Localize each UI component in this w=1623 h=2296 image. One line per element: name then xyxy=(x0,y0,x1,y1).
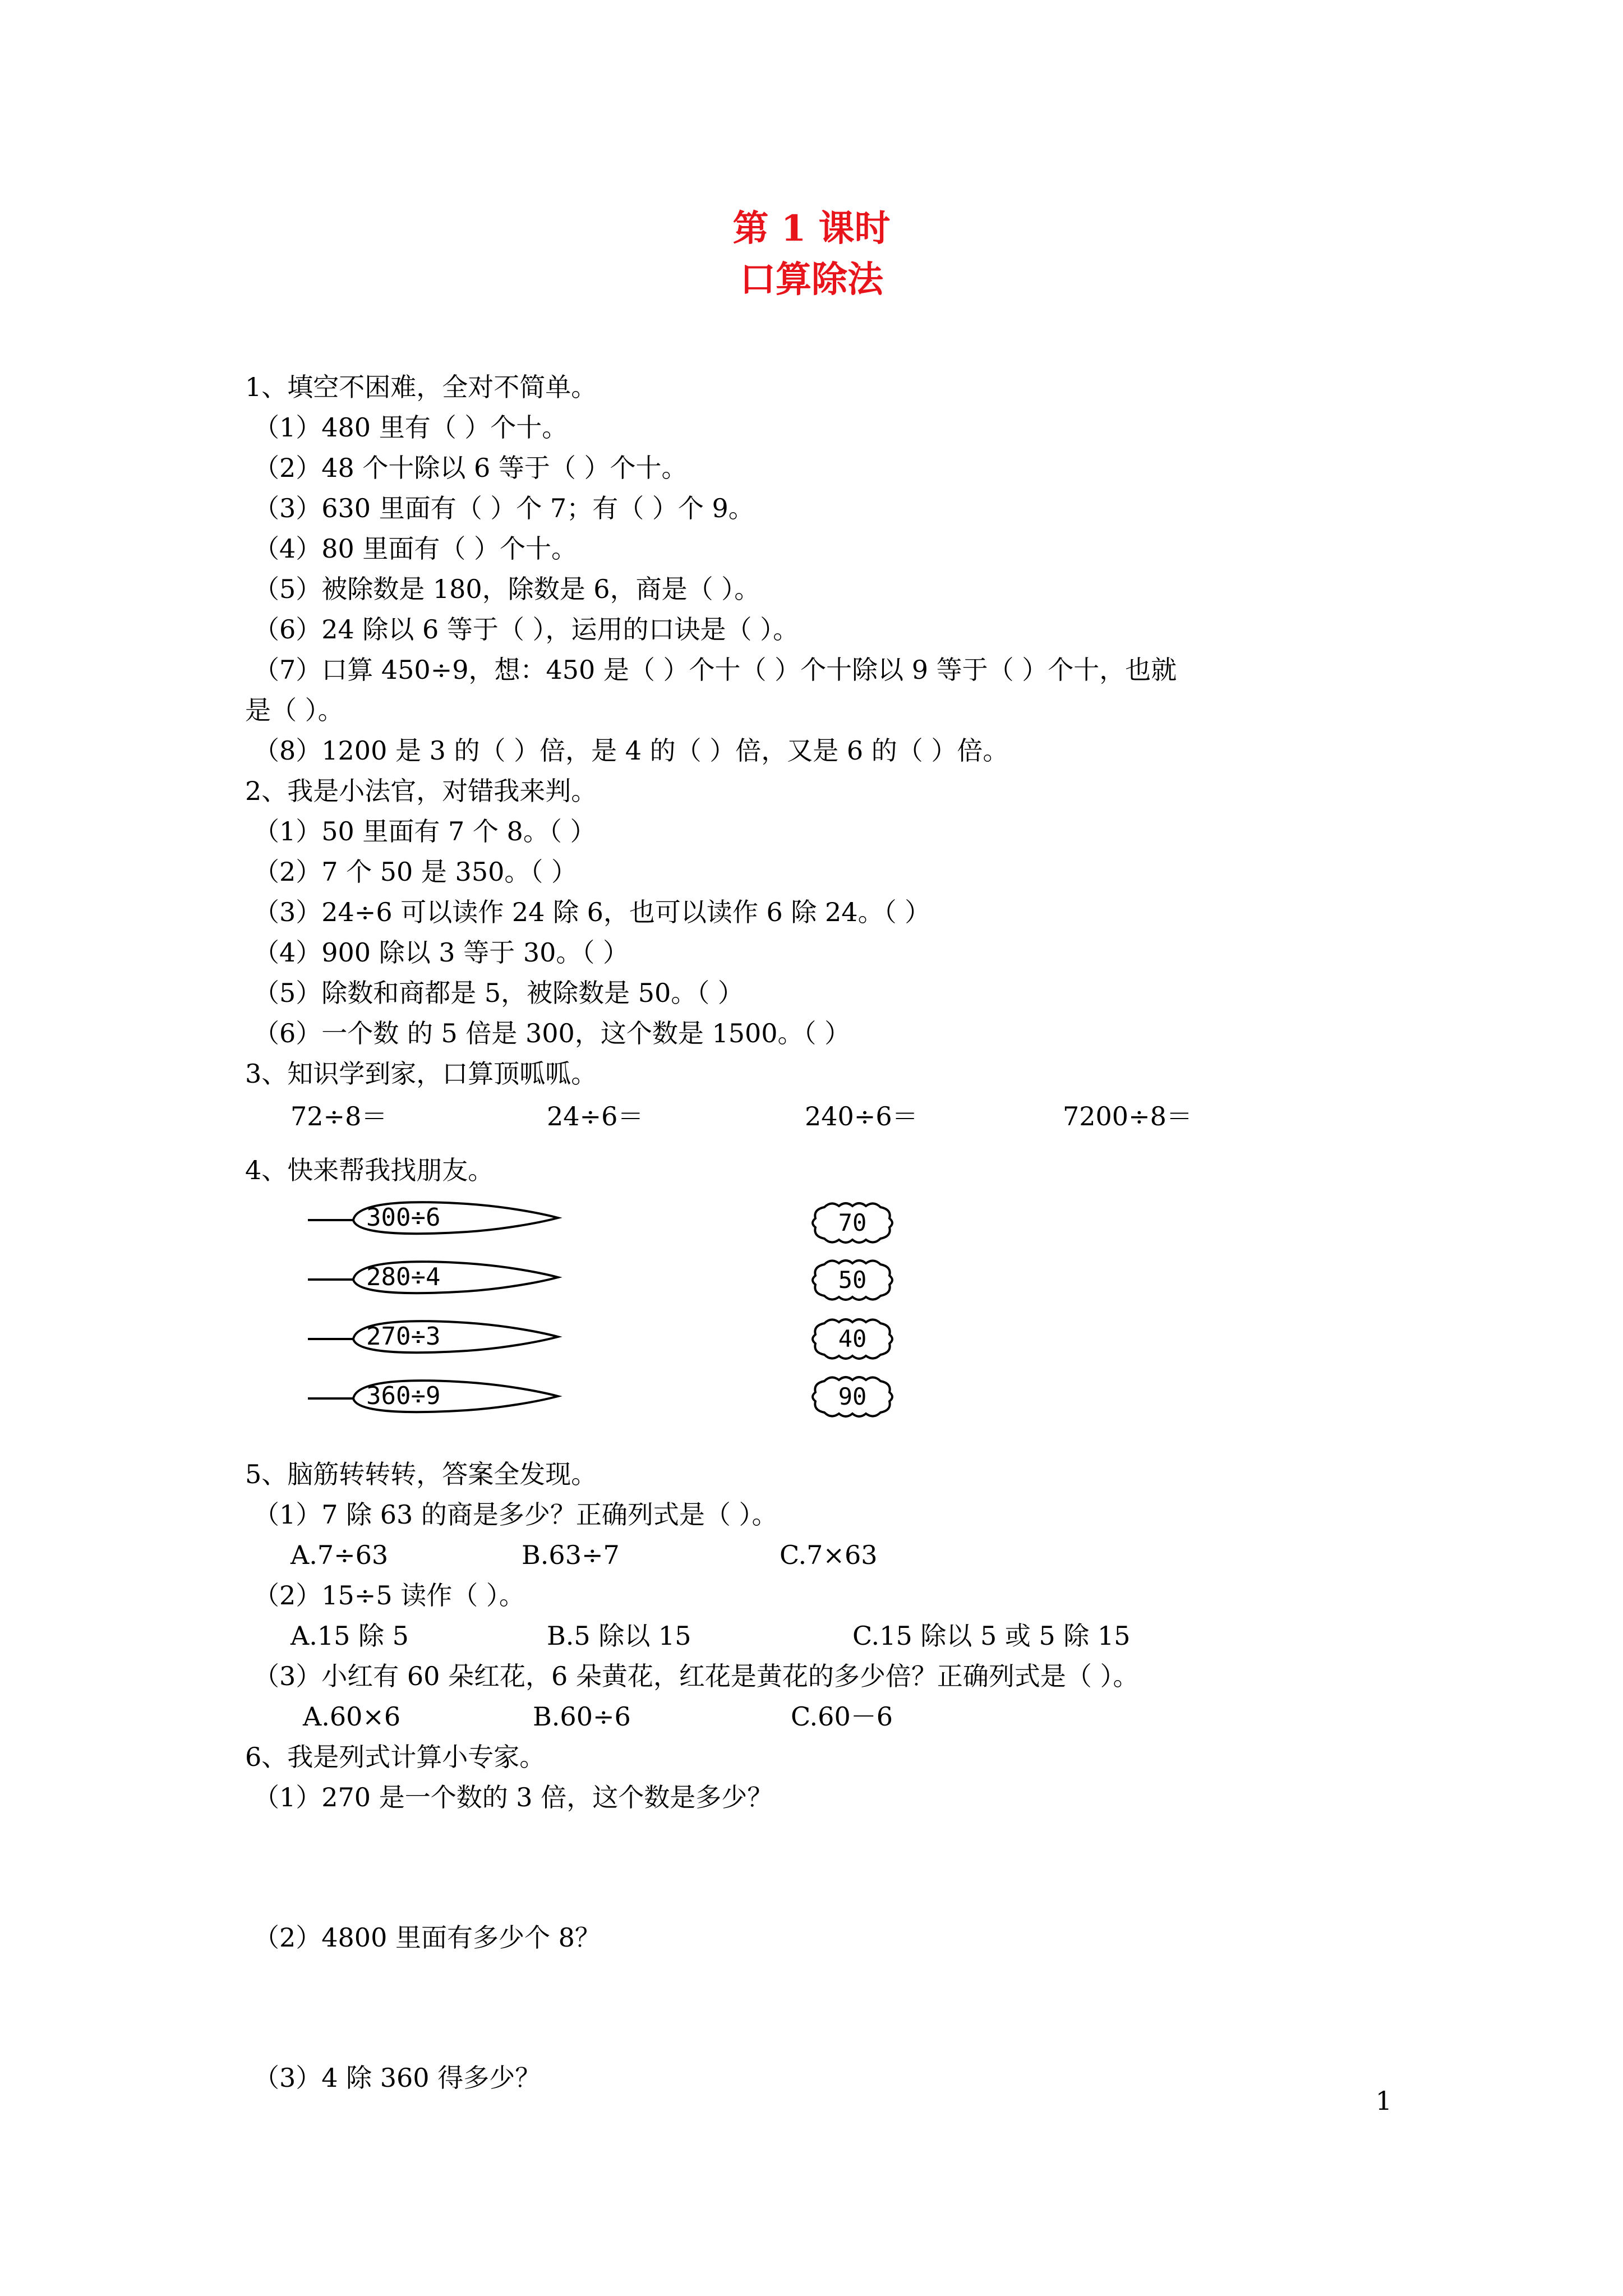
flower-card-2[interactable] xyxy=(808,1257,897,1304)
s2-item-4: （4）900 除以 3 等于 30。（ ） xyxy=(253,937,629,968)
s1-item-6: （6）24 除以 6 等于（ ），运用的口诀是（ ）。 xyxy=(253,614,799,645)
s6-item-1: （1）270 是一个数的 3 倍，这个数是多少？ xyxy=(253,1782,773,1812)
leaf-card-4[interactable] xyxy=(306,1376,564,1416)
s2-item-1: （1）50 里面有 7 个 8。（ ） xyxy=(253,816,596,846)
s5-q3-option-b[interactable]: B.60÷6 xyxy=(533,1701,631,1732)
leaf-card-3[interactable] xyxy=(306,1317,564,1357)
s5-q2-option-b[interactable]: B.5 除以 15 xyxy=(547,1621,691,1651)
section-2-heading: 2、我是小法官，对错我来判。 xyxy=(245,776,597,806)
page-number: 1 xyxy=(1375,2086,1392,2116)
s5-q2-option-c[interactable]: C.15 除以 5 或 5 除 15 xyxy=(852,1621,1131,1651)
flower-card-3[interactable] xyxy=(808,1315,897,1363)
lesson-title: 第 1 课时 xyxy=(732,208,891,250)
calc-3: 240÷6＝ xyxy=(805,1101,918,1131)
s2-item-6: （6）一个数 的 5 倍是 300，这个数是 1500。（ ） xyxy=(253,1018,851,1048)
leaf-card-1[interactable] xyxy=(306,1198,564,1238)
leaf-card-2[interactable] xyxy=(306,1257,564,1297)
calc-4: 7200÷8＝ xyxy=(1063,1101,1192,1131)
section-5-heading: 5、脑筋转转转，答案全发现。 xyxy=(245,1459,597,1489)
flower-number: 90 xyxy=(838,1383,867,1410)
flower-number: 70 xyxy=(838,1209,867,1236)
s1-item-7: （7）口算 450÷9，想：450 是（ ）个十（ ）个十除以 9 等于（ ）个十，也就 xyxy=(253,655,1177,685)
s6-item-3: （3）4 除 360 得多少？ xyxy=(253,2063,541,2093)
s6-item-2: （2）4800 里面有多少个 8？ xyxy=(253,1922,601,1953)
s5-q1-option-c[interactable]: C.7×63 xyxy=(780,1540,878,1570)
s2-item-3: （3）24÷6 可以读作 24 除 6，也可以读作 6 除 24。（ ） xyxy=(253,897,931,927)
calc-2: 24÷6＝ xyxy=(547,1101,644,1131)
s2-item-5: （5）除数和商都是 5，被除数是 50。（ ） xyxy=(253,978,744,1008)
leaf-expression: 300÷6 xyxy=(366,1203,441,1232)
flower-card-1[interactable] xyxy=(808,1199,897,1246)
s5-q3-option-c[interactable]: C.60－6 xyxy=(791,1701,893,1732)
s1-item-1: （1）480 里有（ ）个十。 xyxy=(253,412,568,443)
section-4-heading: 4、快来帮我找朋友。 xyxy=(245,1155,494,1185)
section-1-heading: 1、填空不困难，全对不简单。 xyxy=(245,372,597,402)
s1-item-3: （3）630 里面有（ ）个 7；有（ ）个 9。 xyxy=(253,493,754,523)
section-3-heading: 3、知识学到家，口算顶呱呱。 xyxy=(245,1059,597,1089)
lesson-subtitle: 口算除法 xyxy=(740,259,883,301)
leaf-expression: 270÷3 xyxy=(366,1322,441,1351)
s1-item-2: （2）48 个十除以 6 等于（ ）个十。 xyxy=(253,453,688,483)
flower-number: 40 xyxy=(838,1325,867,1352)
s1-item-4: （4）80 里面有（ ）个十。 xyxy=(253,533,578,564)
flower-card-4[interactable] xyxy=(808,1373,897,1420)
s5-question-2: （2）15÷5 读作（ ）。 xyxy=(253,1580,525,1611)
section-6-heading: 6、我是列式计算小专家。 xyxy=(245,1742,546,1772)
s5-q3-option-a[interactable]: A.60×6 xyxy=(303,1701,401,1732)
s2-item-2: （2）7 个 50 是 350。（ ） xyxy=(253,857,577,887)
leaf-expression: 280÷4 xyxy=(366,1263,441,1291)
s5-q1-option-b[interactable]: B.63÷7 xyxy=(522,1540,620,1570)
flower-number: 50 xyxy=(838,1266,867,1294)
s1-item-8: （8）1200 是 3 的（ ）倍，是 4 的（ ）倍，又是 6 的（ ）倍。 xyxy=(253,735,1009,766)
leaf-expression: 360÷9 xyxy=(366,1382,441,1410)
s1-item-5: （5）被除数是 180，除数是 6，商是（ ）。 xyxy=(253,574,760,604)
s5-q2-option-a[interactable]: A.15 除 5 xyxy=(291,1621,409,1651)
calc-1: 72÷8＝ xyxy=(291,1101,388,1131)
s5-question-3: （3）小红有 60 朵红花，6 朵黄花，红花是黄花的多少倍？正确列式是（ ）。 xyxy=(253,1661,1139,1691)
s1-item-7-continued: 是（ ）。 xyxy=(245,695,344,725)
s5-question-1: （1）7 除 63 的商是多少？正确列式是（ ）。 xyxy=(253,1499,778,1530)
s5-q1-option-a[interactable]: A.7÷63 xyxy=(291,1540,389,1570)
